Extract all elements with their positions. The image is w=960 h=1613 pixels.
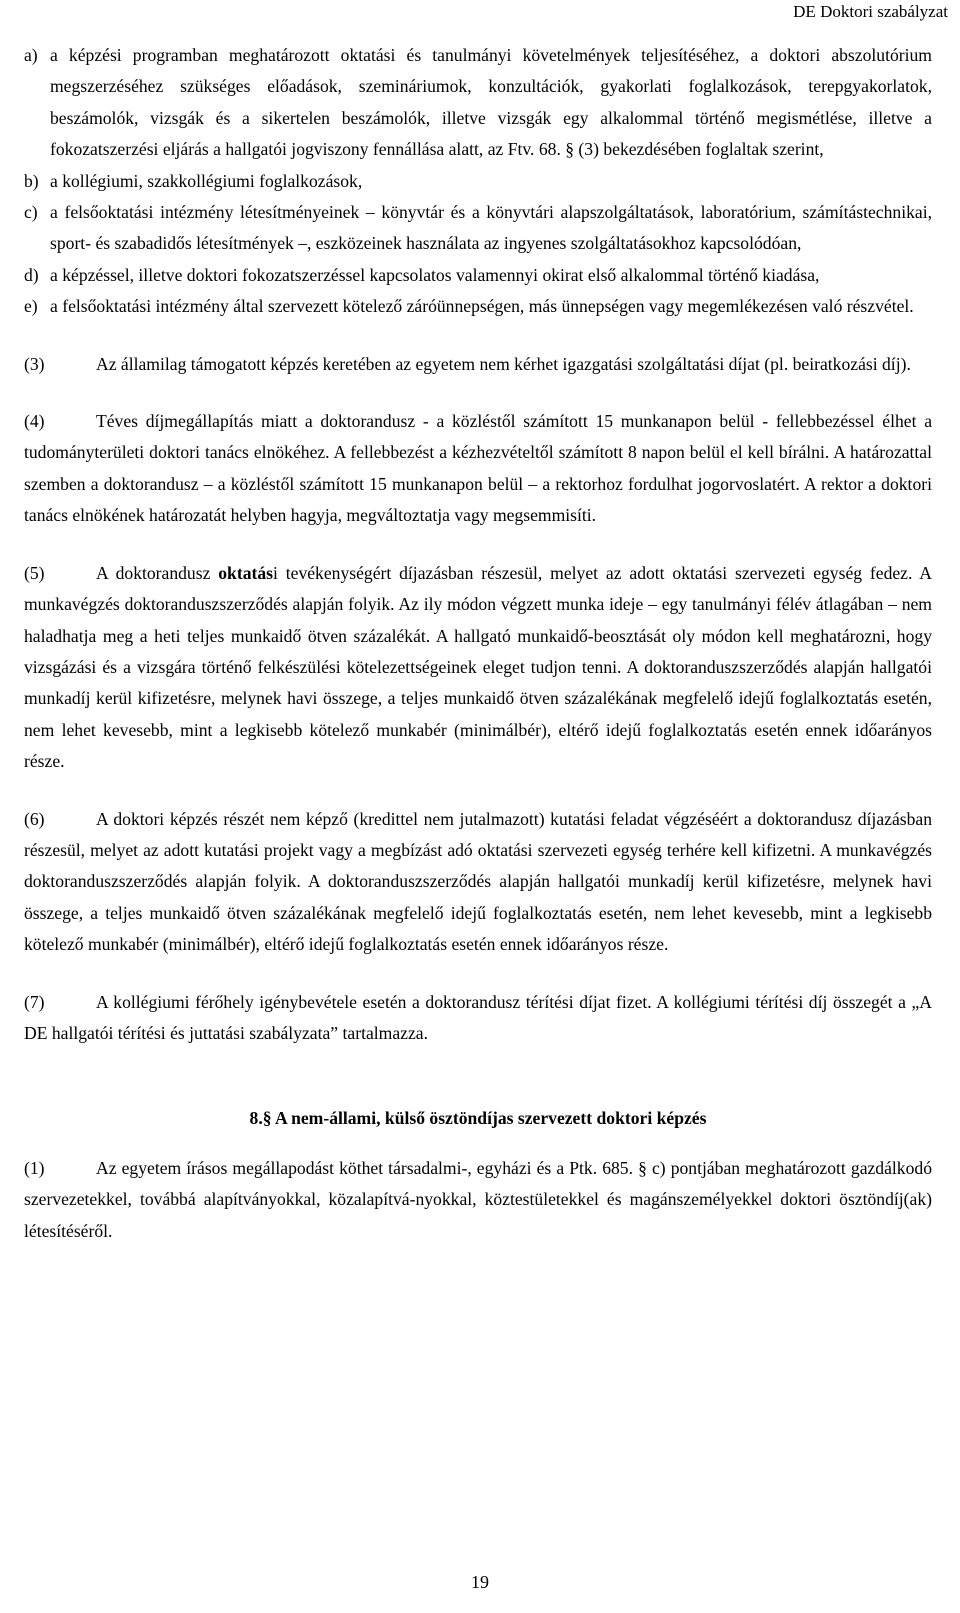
- paragraph-text: A doktori képzés részét nem képző (kredittel nem jutalmazott) kutatási feladat végzéséért a doktorandusz díjazásban részesül, melyet az adott kutatási projekt vagy a megbízást adó oktatási szervezeti egység terhére kell kifizetni. A munkavégzés doktoranduszszerződés alapján folyik. A doktoranduszszerződés alapján hallgatói munkadíj kerül kifizetésre, melynek havi összege, a teljes munkaidő ötven százalékának megfelelő idejű foglalkoztatás esetén, nem lehet kevesebb, mint a legkisebb kötelező munkabér (minimálbér), eltérő idejű foglalkoztatás esetén ennek időarányos része.: [24, 808, 932, 955]
- document-body: [24, 40, 932, 1247]
- paragraph-text: Téves díjmegállapítás miatt a doktorandusz - a közléstől számított 15 munkanapon belül - fellebbezéssel élhet a tudományterületi doktori tanács elnökéhez. A fellebbezést a kézhezvételtől számított 8 napon belül el kell bírálni. A határozattal szemben a doktorandusz – a közléstől számított 15 munkanapon belül – a rektorhoz fordulhat jogorvoslatért. A rektor a doktori tanács elnökének határozatát helyben hagyja, megváltoztatja vagy megsemmisíti.: [24, 411, 932, 526]
- paragraph-7: [24, 987, 932, 1050]
- paragraph-6: [24, 804, 932, 961]
- paragraph-text-post: i tevékenységért díjazásban részesül, melyet az adott oktatási szervezeti egység fedez. A munkavégzés doktoranduszszerződés alapján folyik. Az ily módon végzett munka ideje – egy tanulmányi félév átlagában – nem haladhatja meg a heti teljes munkaidő ötven százalékát. A hallgató munkaidő-beosztását oly módon kell meghatározni, hogy vizsgázási és a vizsgára történő felkészülési kötelezettségeinek eleget tudjon tenni. A doktoranduszszerződés alapján hallgatói munkadíj kerül kifizetésre, melynek havi összege, a teljes munkaidő ötven százalékának megfelelő idejű foglalkoztatás esetén, nem lehet kevesebb, mint a legkisebb kötelező munkabér (minimálbér), eltérő idejű foglalkoztatás esetén ennek időarányos része.: [24, 562, 932, 772]
- list-item: [24, 166, 932, 197]
- running-header: DE Doktori szabályzat: [793, 2, 948, 21]
- section-heading: 8.§ A nem-állami, külső ösztöndíjas szervezett doktori képzés: [249, 1108, 707, 1129]
- list-item-text: a képzéssel, illetve doktori fokozatszerzéssel kapcsolatos valamennyi okirat első alkalommal történő kiadása,: [50, 264, 820, 285]
- paragraph-text-bold: oktatás: [218, 562, 273, 583]
- paragraph-number: (1): [24, 1157, 45, 1178]
- list-item-text: a kollégiumi, szakkollégiumi foglalkozások,: [50, 170, 363, 191]
- list-item-label: a): [24, 45, 38, 65]
- list-item-text: a képzési programban meghatározott oktatási és tanulmányi követelmények teljesítéséhez, a doktori abszolutórium megszerzéséhez szükséges előadások, szemináriumok, konzultációk, gyakorlati foglalkozások, terepgyakorlatok, beszámolók, vizsgák és a sikertelen beszámolók, illetve vizsgák egy alkalommal történő megismétlése, illetve a fokozatszerzési eljárás a hallgatói jogviszony fennállása alatt, az Ftv. 68. § (3) bekezdésében foglaltak szerint,: [50, 45, 932, 160]
- paragraph-4: [24, 406, 932, 532]
- list-item: [24, 197, 932, 260]
- paragraph-number: (3): [24, 353, 45, 374]
- paragraph-text: Az egyetem írásos megállapodást köthet társadalmi-, egyházi és a Ptk. 685. § c) pontjában meghatározott gazdálkodó szervezetekkel, továbbá alapítványokkal, közalapítvá-nyokkal, köztestületekkel és magánszemélyekkel doktori ösztöndíj(ak) létesítéséről.: [24, 1157, 932, 1241]
- list-item-text: a felsőoktatási intézmény által szervezett kötelező záróünnepségen, más ünnepségen vagy megemlékezésen való részvétel.: [50, 296, 914, 317]
- paragraph-5: [24, 558, 932, 778]
- list-item-text: a felsőoktatási intézmény létesítményeinek – könyvtár és a könyvtári alapszolgáltatások, laboratórium, számítástechnikai, sport- és szabadidős létesítmények –, eszközeinek használata az ingyenes szolgáltatásokhoz kapcsolódóan,: [50, 202, 932, 254]
- list-item-label: d): [24, 264, 39, 285]
- paragraph-text: Az államilag támogatott képzés keretében az egyetem nem kérhet igazgatási szolgáltatási díjat (pl. beiratkozási díj).: [96, 353, 911, 374]
- section-paragraph-1: [24, 1153, 932, 1247]
- paragraph-number: (5): [24, 562, 45, 583]
- paragraph-3: [24, 349, 932, 380]
- paragraph-number: (6): [24, 808, 45, 829]
- paragraph-number: (7): [24, 991, 45, 1012]
- list-item-label: e): [24, 296, 38, 317]
- paragraph-text: A kollégiumi férőhely igénybevétele esetén a doktorandusz térítési díjat fizet. A kollégiumi térítési díj összegét a „A DE hallgatói térítési és juttatási szabályzata” tartalmazza.: [24, 991, 932, 1043]
- list-item: [24, 260, 932, 291]
- page-number: 19: [471, 1572, 489, 1592]
- list-item-label: c): [24, 202, 38, 223]
- paragraph-number: (4): [24, 411, 45, 432]
- list-item: [24, 291, 932, 322]
- paragraph-text-pre: A doktorandusz: [96, 562, 219, 583]
- list-item-label: b): [24, 170, 39, 191]
- list-item: [24, 40, 932, 166]
